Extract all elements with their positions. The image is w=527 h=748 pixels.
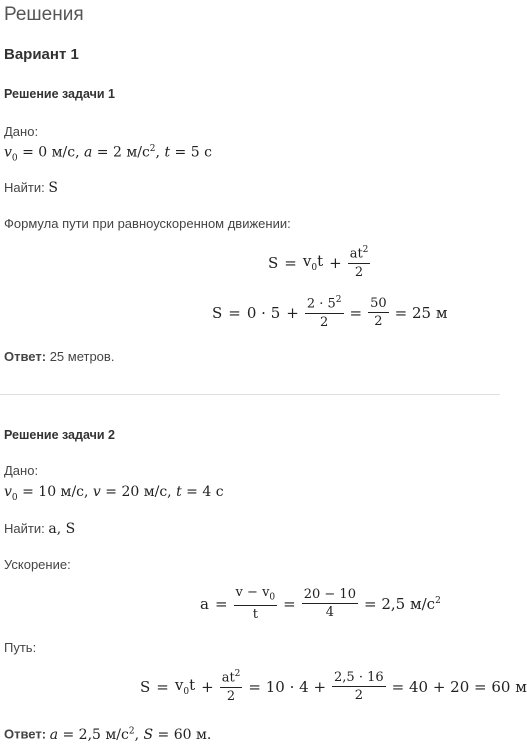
task2-accel-label: Ускорение: [4, 557, 71, 572]
variant-title: Вариант 1 [4, 46, 79, 63]
task1-given-math: $v_0 = 0$ м/с, a = 2 $м/с^2$, t = 5 с [4, 144, 212, 164]
task1-find-math: S [48, 180, 58, 196]
task1-find [4, 180, 58, 196]
task2-path-label: Путь: [4, 640, 37, 655]
task2-heading: Решение задачи 2 [4, 428, 115, 442]
task1-given-label: Дано: [4, 124, 39, 139]
task2-answer-label: Ответ: [4, 726, 47, 742]
section-divider [0, 394, 500, 395]
task2-accel-formula: a = $\frac{v - v_0}{t}$ = $\frac{20 - 10}{4}$ = 2,5 $м/с^2$ [200, 585, 441, 623]
task1-answer [4, 349, 114, 364]
task2-answer-math: a = 2,5 $м/с^2$, S = 60 м. [49, 726, 212, 743]
task1-answer-text: 25 метров. [49, 349, 115, 364]
task1-heading: Решение задачи 1 [4, 87, 115, 101]
task2-find-label: Найти: [4, 521, 45, 536]
task1-formula-1: S = $v_0t$ + $\frac{at^2}{2}$ [268, 245, 369, 280]
task2-find [4, 521, 75, 537]
task2-answer [4, 726, 211, 743]
task2-given-label: Дано: [4, 463, 39, 478]
task1-formula-text: Формула пути при равноускоренном движении: [4, 216, 291, 231]
task2-find-math: a, S [48, 521, 76, 537]
task1-formula-2: S = 0 · 5 + $\frac{2 \cdot 5^2}{2}$ = $\frac{50}{2}$ = 25 м [212, 295, 448, 330]
task1-answer-label: Ответ: [4, 349, 47, 364]
task1-find-label: Найти: [4, 180, 45, 195]
task2-given-math: $v_0 = 10$ м/с, v = 20 м/с, t = 4 с [4, 484, 224, 503]
task2-path-formula: S = $v_0t$ + $\frac{at^2}{2}$ = 10 · 4 + $\frac{2,5 \cdot 16}{2}$ = 40 + 20 = 60 м [140, 669, 527, 704]
page-title: Решения [4, 4, 84, 25]
